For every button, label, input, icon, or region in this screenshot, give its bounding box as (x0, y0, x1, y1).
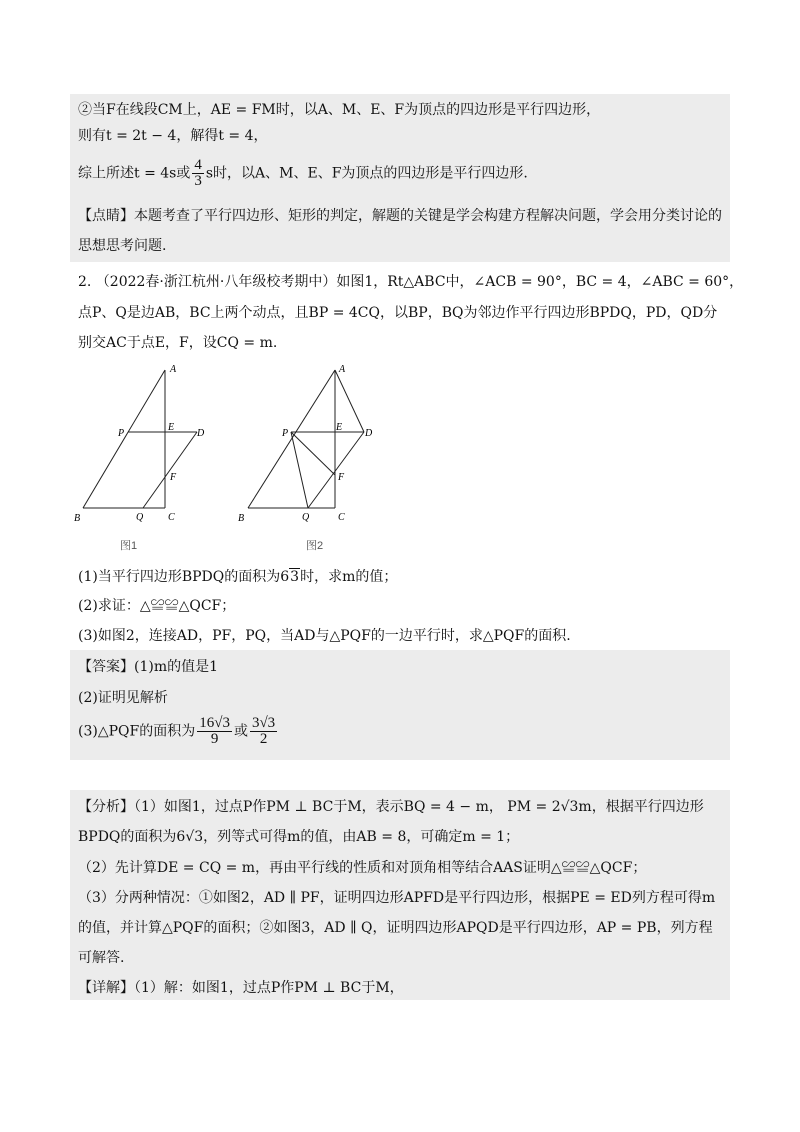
label-p: P (282, 428, 289, 439)
label-f: F (338, 472, 345, 483)
label-a: A (339, 364, 346, 375)
label-b: B (74, 513, 81, 524)
question-2: (2)求证：△≌≌△QCF； (78, 598, 236, 614)
segment-ab (83, 370, 165, 508)
summary-part2: s时，以A、M、E、F为顶点的四边形是平行四边形. (205, 165, 528, 182)
label-a: A (170, 364, 177, 375)
answer-3-prefix: (3)△PQF的面积为 (78, 723, 196, 740)
label-p: P (118, 428, 125, 439)
question-1-radicand: 3 (290, 569, 300, 585)
analysis-line-5: 的值，并计算△PQF的面积；②如图3，AD ∥ Q，证明四边形APQD是平行四边形，AP = PB，列方程 (78, 920, 713, 936)
question-1 (78, 567, 397, 587)
question-1-part2: 时，求m的值； (300, 569, 398, 585)
answer-fraction-1-den: 9 (210, 731, 219, 747)
question-3: (3)如图2，连接AD，PF，PQ，当AD与△PQF的一边平行时，求△PQF的面积. (78, 628, 571, 644)
summary-part1: 综上所述t = 4s或 (78, 165, 191, 182)
segment-pq (291, 432, 308, 508)
figure-2-caption: 图2 (306, 540, 324, 552)
label-b: B (238, 513, 245, 524)
answer-fraction-2 (250, 716, 277, 747)
summary-fraction (192, 158, 204, 189)
problem-line-3: 别交AC于点E，F，设CQ = m. (78, 335, 278, 351)
detail-line-1: 【详解】（1）解：如图1，过点P作PM ⊥ BC于M， (78, 980, 404, 996)
label-f: F (170, 472, 177, 483)
comment-line-1: 【点睛】本题考查了平行四边形、矩形的判定，解题的关键是学会构建方程解决问题，学会用分类讨论的 (78, 208, 722, 224)
label-q: Q (302, 512, 310, 523)
figure-1-caption: 图1 (120, 540, 138, 552)
label-c: C (168, 512, 175, 523)
equation-text: 则有t = 2t − 4，解得t = 4， (78, 128, 268, 144)
analysis-line-3: （2）先计算DE = CQ = m，再由平行线的性质和对顶角相等结合AAS证明△≌≌△QCF； (78, 860, 647, 876)
case2-text: ②当F在线段CM上，AE = FM时，以A、M、E、F为顶点的四边形是平行四边形， (78, 102, 601, 118)
answer-fraction-2-num: 3√3 (251, 715, 276, 731)
answer-line-3 (78, 716, 279, 747)
figure-2 (232, 358, 382, 528)
problem-line-1: 2. （2022春·浙江杭州·八年级校考期中）如图1，Rt△ABC中，∠ACB = 90°，BC = 4，∠ABC = 60°， (78, 274, 744, 290)
label-e: E (336, 422, 343, 433)
label-e: E (168, 422, 175, 433)
segment-dq (308, 432, 364, 508)
question-1-part1: (1)当平行四边形BPDQ的面积为6 (78, 569, 290, 585)
label-d: D (197, 428, 205, 439)
figure-1 (70, 358, 205, 528)
problem-line-2: 点P、Q是边AB，BC上两个动点，且BP = 4CQ，以BP，BQ为邻边作平行四边形BPDQ，PD，QD分 (78, 305, 718, 321)
analysis-line-1: 【分析】（1）如图1，过点P作PM ⊥ BC于M，表示BQ = 4 − m， PM = 2√3m，根据平行四边形 (78, 799, 704, 815)
segment-ab (248, 370, 335, 508)
label-c: C (338, 512, 345, 523)
answer-fraction-1 (197, 716, 232, 747)
comment-line-2: 思想思考问题. (78, 238, 167, 254)
answer-fraction-1-num: 16√3 (199, 715, 230, 731)
answer-fraction-2-den: 2 (259, 731, 268, 747)
analysis-line-2: BPDQ的面积为6√3，列等式可得m的值，由AB = 8，可确定m = 1； (78, 829, 520, 845)
summary-fraction-den: 3 (194, 173, 202, 189)
analysis-line-4: （3）分两种情况：①如图2，AD ∥ PF，证明四边形APFD是平行四边形，根据PE = ED列方程可得m (78, 890, 716, 906)
analysis-line-6: 可解答. (78, 950, 125, 966)
label-q: Q (136, 512, 144, 523)
summary-line (78, 158, 528, 189)
answer-line-1: 【答案】(1)m的值是1 (78, 659, 219, 675)
answer-or: 或 (233, 723, 248, 740)
label-d: D (365, 428, 373, 439)
segment-pf (291, 432, 335, 475)
segment-dq (143, 432, 197, 508)
summary-fraction-num: 4 (194, 157, 202, 173)
answer-line-2: (2)证明见解析 (78, 690, 168, 706)
